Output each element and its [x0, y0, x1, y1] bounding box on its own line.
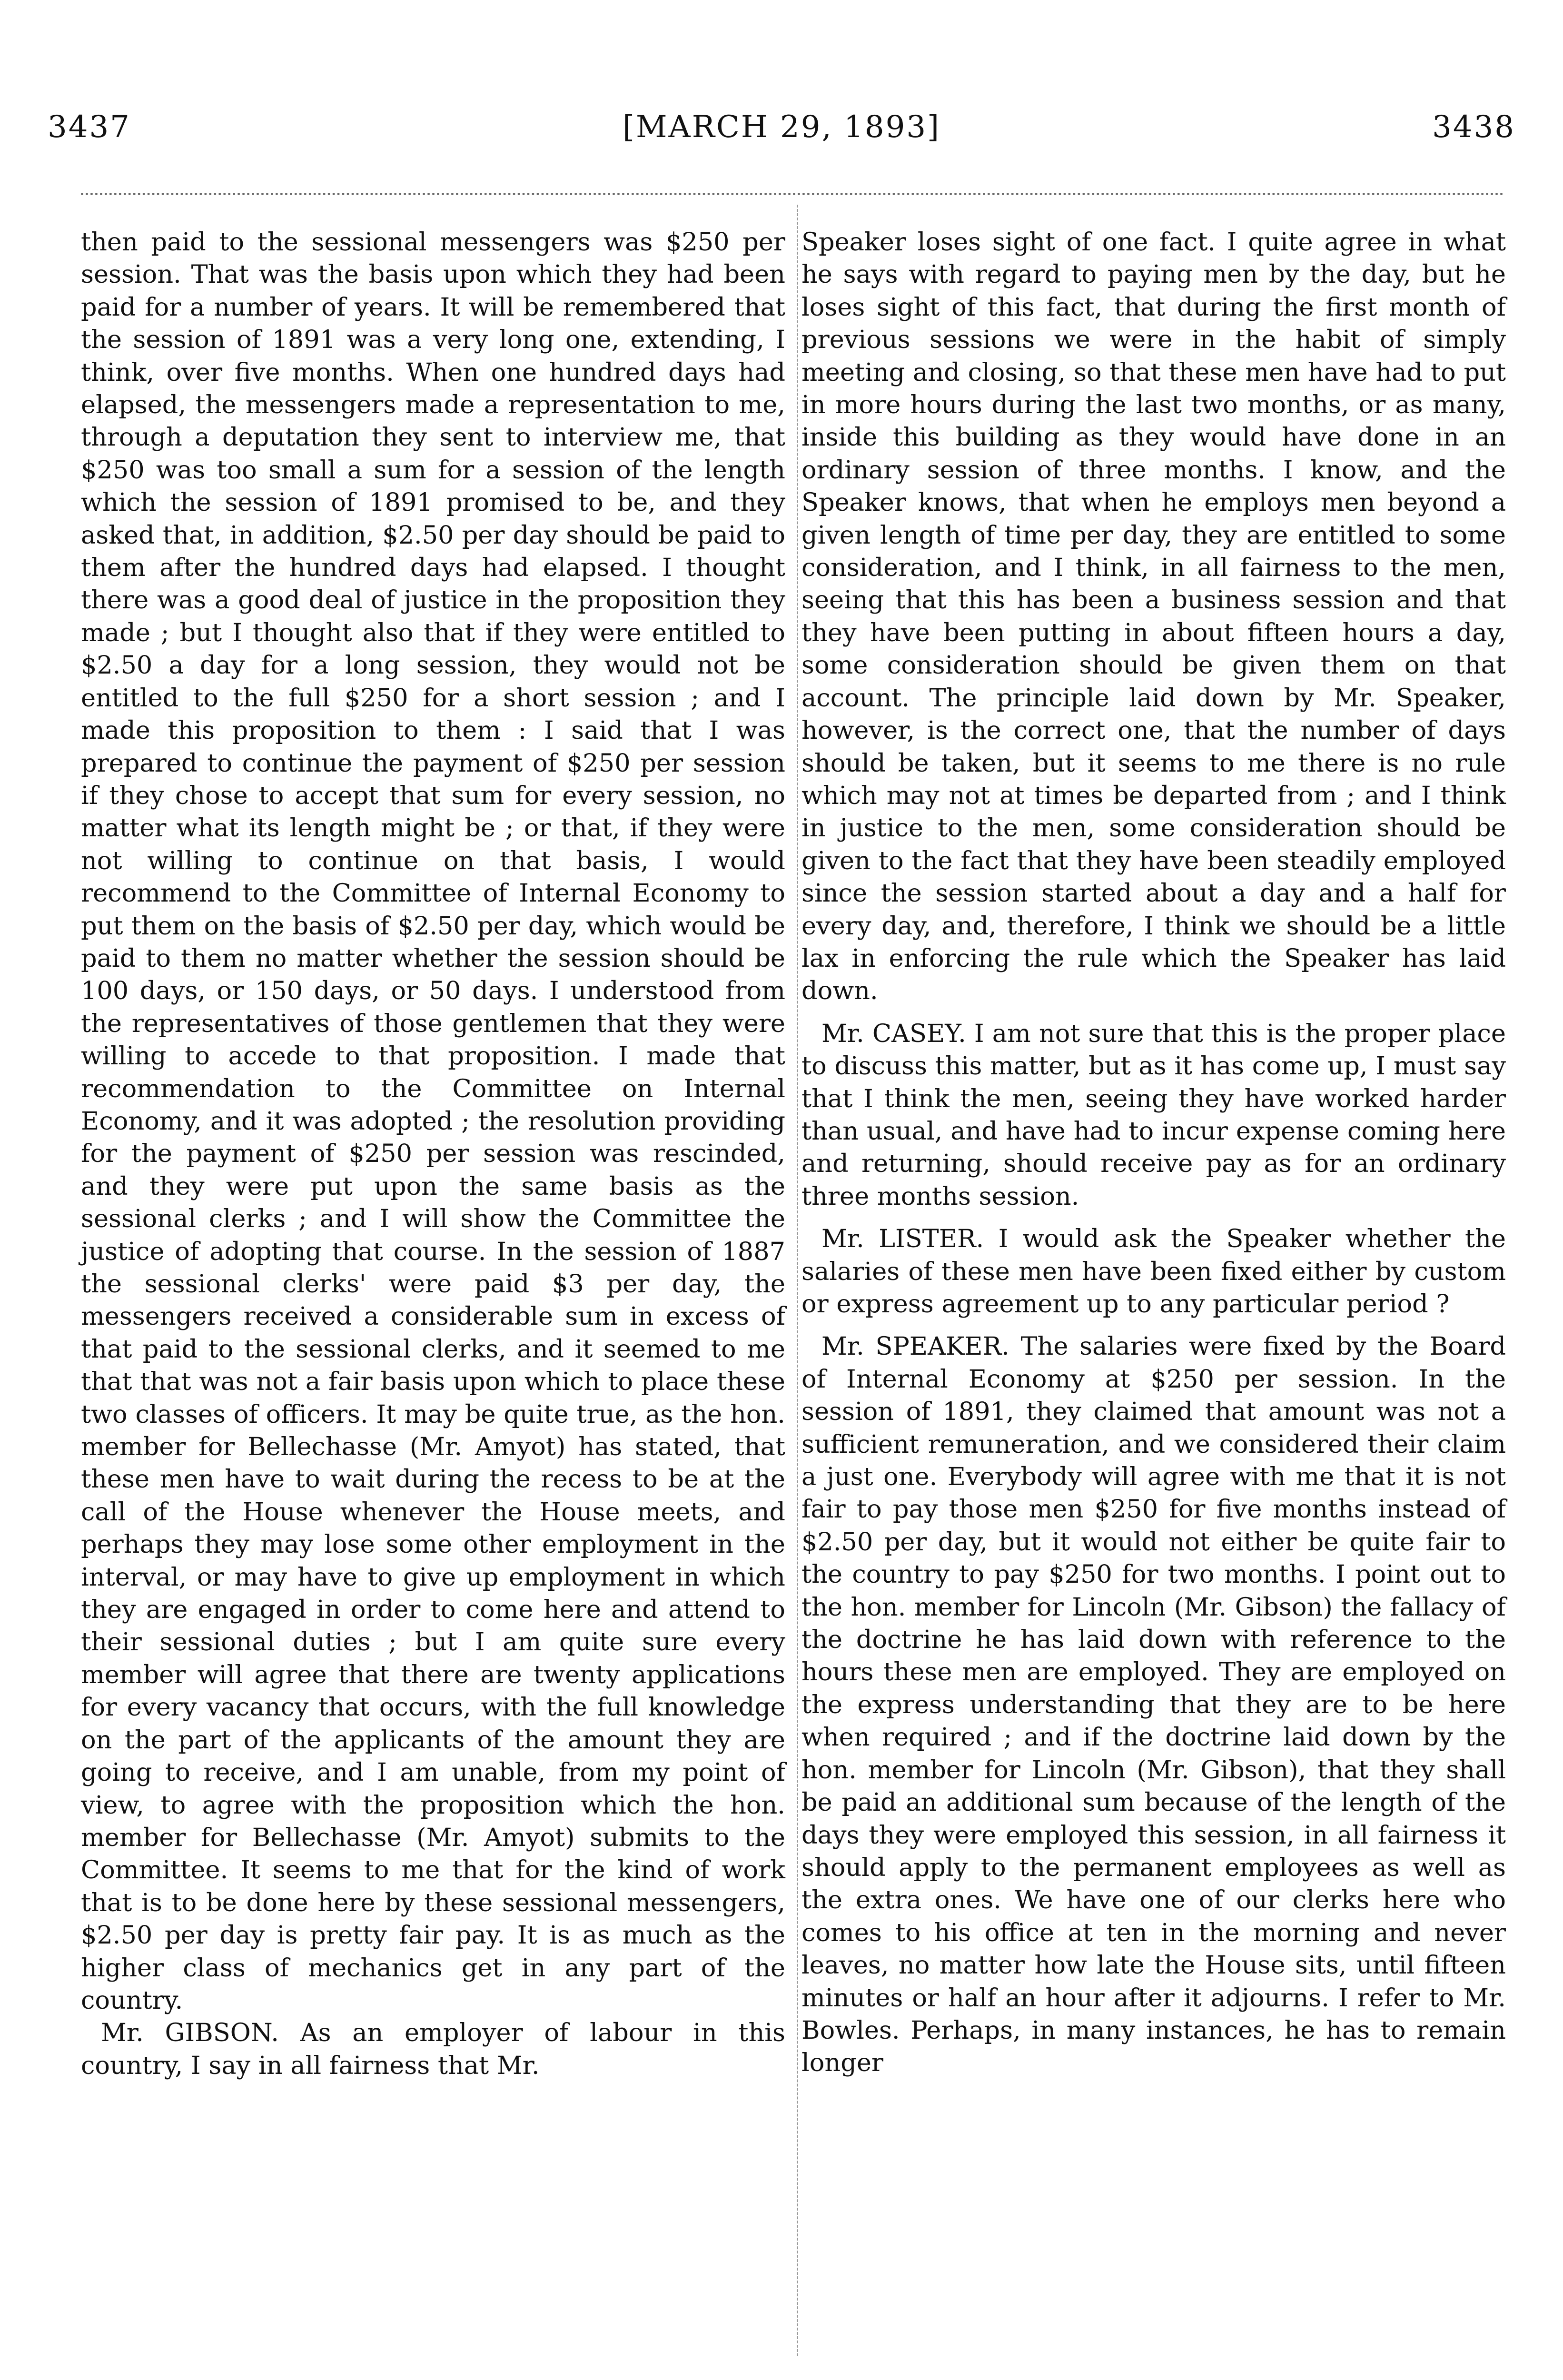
- left-paragraph-1: then paid to the sessional messengers was $250 per session. That was the basis upon which they had been paid for a number of years. It will be remembered that the session of 1891 was a very long one, extending, I think, over five months. When one hundred days had elapsed, the messengers made a representation to me, through a deputation they sent to interview me, that $250 was too small a sum for a session of the length which the session of 1891 promised to be, and they asked that, in addition, $2.50 per day should be paid to them after the hundred days had elapsed. I thought there was a good deal of justice in the proposition they made ; but I thought also that if they were entitled to $2.50 a day for a long session, they would not be entitled to the full $250 for a short session ; and I made this proposition to them : I said that I was prepared to continue the payment of $250 per session if they chose to accept that sum for every session, no matter what its length might be ; or that, if they were not willing to continue on that basis, I would recommend to the Committee of Internal Economy to put them on the basis of $2.50 per day, which would be paid to them no matter whether the session should be 100 days, or 150 days, or 50 days. I understood from the representatives of those gentlemen that they were willing to accede to that proposition. I made that recommendation to the Committee on Internal Economy, and it was adopted ; the resolution providing for the payment of $250 per session was rescinded, and they were put upon the same basis as the sessional clerks ; and I will show the Committee the justice of adopting that course. In the session of 1887 the sessional clerks' were paid $3 per day, the messengers received a considerable sum in excess of that paid to the sessional clerks, and it seemed to me that that was not a fair basis upon which to place these two classes of officers. It may be quite true, as the hon. member for Bellechasse (Mr. Amyot) has stated, that these men have to wait during the recess to be at the call of the House whenever the House meets, and perhaps they may lose some other employment in the interval, or may have to give up employment in which they are engaged in order to come here and attend to their sessional duties ; but I am quite sure every member will agree that there are twenty applications for every vacancy that occurs, with the full knowledge on the part of the applicants of the amount they are going to receive, and I am unable, from my point of view, to agree with the proposition which the hon. member for Bellechasse (Mr. Amyot) submits to the Committee. It seems to me that for the kind of work that is to be done here by these sessional messengers, $2.50 per day is pretty fair pay. It is as much as the higher class of mechanics get in any part of the country.: [81, 228, 785, 2015]
- right-column: [801, 226, 1506, 2080]
- column-divider: [797, 205, 798, 2356]
- page-header: [48, 106, 1515, 149]
- page-number-left: 3437: [48, 109, 131, 145]
- right-paragraph-casey: Mr. CASEY. I am not sure that this is the proper place to discuss this matter, but as it has come up, I must say that I think the men, seeing they have worked harder than usual, and have had to incur expense coming here and returning, should receive pay as for an ordinary three months session.: [801, 1019, 1506, 1211]
- left-column: [81, 226, 785, 2082]
- left-paragraph-gibson: Mr. GIBSON. As an employer of labour in this country, I say in all fairness that Mr.: [81, 2018, 785, 2080]
- right-paragraph-1: Speaker loses sight of one fact. I quite agree in what he says with regard to paying men by the day, but he loses sight of this fact, that during the first month of previous sessions we were in the habit of simply meeting and closing, so that these men have had to put in more hours during the last two months, or as many, inside this building as they would have done in an ordinary session of three months. I know, and the Speaker knows, that when he employs men beyond a given length of time per day, they are entitled to some consideration, and I think, in all fairness to the men, seeing that this has been a business session and that they have been putting in about fifteen hours a day, some consideration should be given them on that account. The principle laid down by Mr. Speaker, however, is the correct one, that the number of days should be taken, but it seems to me there is no rule which may not at times be departed from ; and I think in justice to the men, some consideration should be given to the fact that they have been steadily employed since the session started about a day and a half for every day, and, therefore, I think we should be a little lax in enforcing the rule which the Speaker has laid down.: [801, 228, 1506, 1006]
- header-date: [MARCH 29, 1893]: [623, 109, 940, 145]
- right-paragraph-speaker: Mr. SPEAKER. The salaries were fixed by the Board of Internal Economy at $250 per session. In the session of 1891, they claimed that amount was not a sufficient remuneration, and we considered their claim a just one. Everybody will agree with me that it is not fair to pay those men $250 for five months instead of $2.50 per day, but it would not either be quite fair to the country to pay $250 for two months. I point out to the hon. member for Lincoln (Mr. Gibson) the fallacy of the doctrine he has laid down with reference to the hours these men are employed. They are employed on the express understanding that they are to be here when required ; and if the doctrine laid down by the hon. member for Lincoln (Mr. Gibson), that they shall be paid an additional sum because of the length of the days they were employed this session, in all fairness it should apply to the permanent employees as well as the extra ones. We have one of our clerks here who comes to his office at ten in the morning and never leaves, no matter how late the House sits, until fifteen minutes or half an hour after it adjourns. I refer to Mr. Bowles. Perhaps, in many instances, he has to remain longer: [801, 1332, 1506, 2078]
- page-number-right: 3438: [1432, 109, 1515, 145]
- header-divider: [81, 193, 1504, 195]
- right-paragraph-lister: Mr. LISTER. I would ask the Speaker whether the salaries of these men have been fixed either by custom or express agreement up to any particular period ?: [801, 1224, 1506, 1319]
